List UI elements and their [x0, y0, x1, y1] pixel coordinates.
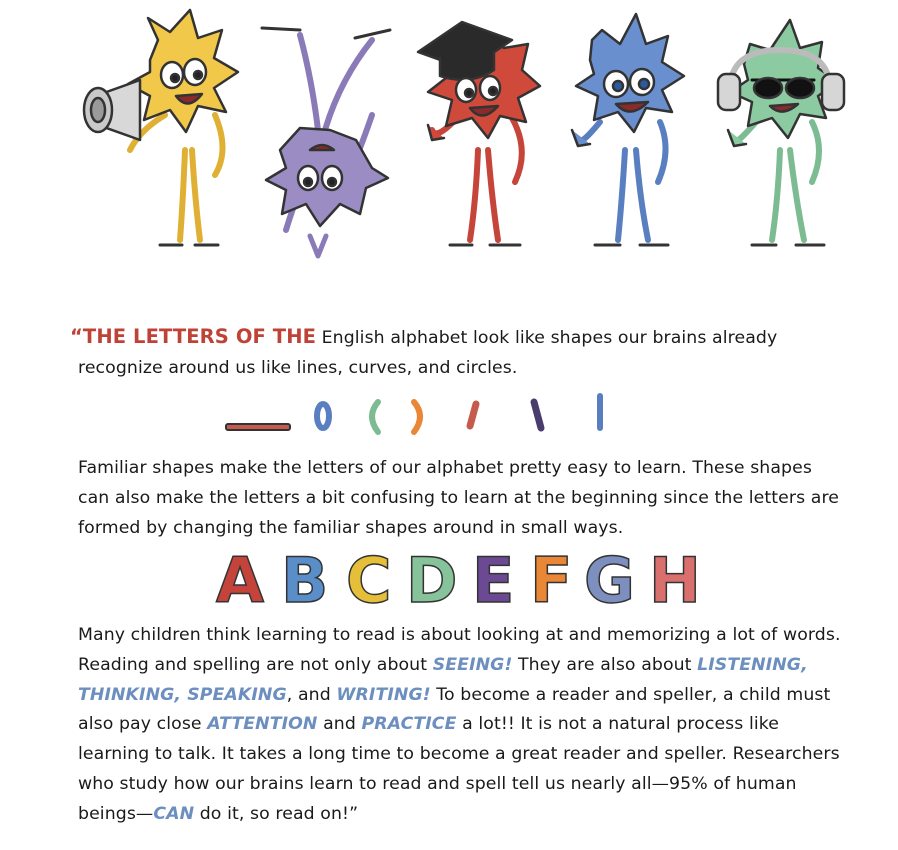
characters-illustration [0, 0, 898, 270]
intro-text: English alphabet look like shapes our brains already recognize around us like lines, curves, and circles. [78, 328, 778, 378]
highlight-can: CAN [153, 803, 195, 824]
letter-b: B [281, 544, 329, 617]
intro-paragraph [70, 322, 848, 384]
purple-handstand-character [262, 28, 390, 256]
letter-e: E [472, 544, 515, 617]
letter-h: H [649, 544, 701, 617]
line-shape [226, 424, 290, 430]
letter-g: G [584, 544, 635, 617]
highlight-seeing: SEEING! [432, 654, 513, 675]
open-quote: “ [70, 325, 83, 348]
yellow-megaphone-character [84, 10, 238, 245]
curve-left-shape [372, 402, 378, 432]
curve-right-shape [414, 402, 420, 432]
red-graduate-character [418, 22, 540, 245]
blue-thumbs-up-character [572, 14, 684, 245]
circle-shape [317, 404, 329, 428]
letter-c: C [346, 544, 392, 617]
highlight-listening-thinking-speaking: LISTENING, THINKING, SPEAKING [78, 654, 808, 705]
highlight-writing: WRITING! [336, 684, 431, 705]
highlight-attention: ATTENTION [207, 714, 318, 735]
letter-d: D [406, 544, 458, 617]
alphabet-letters [0, 544, 898, 618]
green-headphones-character [718, 20, 844, 245]
letter-f: F [530, 544, 573, 617]
familiar-shapes-paragraph: Familiar shapes make the letters of our alphabet pretty easy to learn. These shapes can also make the letters a bit confusing to learn at the beginning since the letters are formed by changing the familiar shapes around in small ways. [78, 458, 840, 538]
megaphone-icon [84, 80, 140, 140]
slash-forward-shape [470, 404, 476, 426]
familiar-shapes-row [0, 388, 898, 438]
slash-back-shape [534, 402, 541, 428]
reading-spelling-paragraph: Many children think learning to read is about looking at and memorizing a lot of words. Reading and spelling are not only about SEEING! They are also about LISTENING, THINKING, SPEAKING, and WRITING! To become a reader and speller, a child must also pay close ATTENTION and PRACTICE a lot!! It is not a natural process like learning to talk. It takes a long time to become a great reader and speller. Researchers who study how our brains learn to read and spell tell us nearly all—95% of human beings—CAN do it, so read on!” [78, 625, 841, 824]
highlight-practice: PRACTICE [361, 714, 457, 735]
letter-a: A [216, 544, 264, 617]
intro-lead-heading: THE LETTERS OF THE [82, 325, 317, 348]
